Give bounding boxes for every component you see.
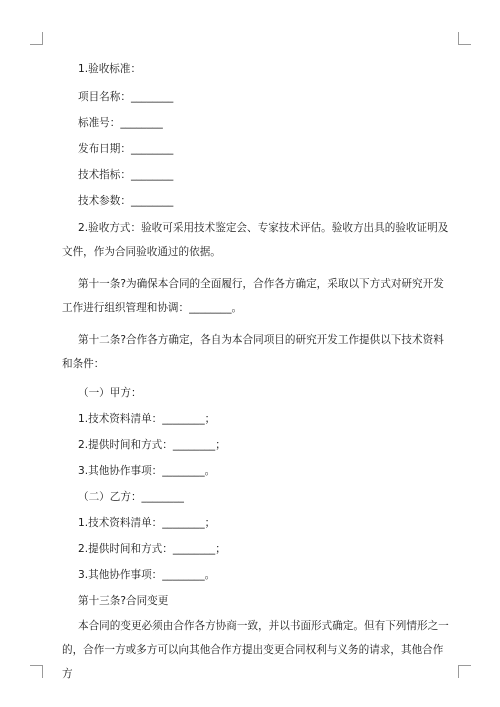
crop-mark-top-left xyxy=(30,32,43,45)
document-body xyxy=(62,62,450,686)
crop-mark-bottom-left xyxy=(30,665,43,678)
field-line: 2.提供时间和方式：________； xyxy=(78,439,226,451)
subsection-heading: （一）甲方： xyxy=(78,387,142,399)
field-line: 2.提供时间和方式：________； xyxy=(78,543,226,555)
field-line: 标准号：________ xyxy=(78,117,163,129)
paragraph: 本合同的变更必须由合作各方协商一致，并以书面形式确定。但有下列情形之一的，合作一方或多方可以向其他合作方提出变更合同权利与义务的请求，其他合作方 xyxy=(62,620,449,680)
field-line: 项目名称：________ xyxy=(78,91,174,103)
paragraph: 2.验收方式：验收可采用技术鉴定会、专家技术评估。验收方出具的验收证明及文件，作为合同验收通过的依据。 xyxy=(62,222,449,258)
paragraph: 第十二条?合作各方确定，各自为本合同项目的研究开发工作提供以下技术资料和条件： xyxy=(62,334,444,370)
field-line: 1.技术资料清单：________； xyxy=(78,413,216,425)
field-line: 技术参数：________ xyxy=(78,195,174,207)
crop-mark-bottom-right xyxy=(458,665,471,678)
field-line: 1.技术资料清单：________； xyxy=(78,517,216,529)
field-line: 发布日期：________ xyxy=(78,143,174,155)
paragraph: 第十一条?为确保本合同的全面履行，合作各方确定，采取以下方式对研究开发工作进行组织管理和协调：________。 xyxy=(62,278,444,314)
section-heading: 1.验收标准： xyxy=(78,63,142,75)
article-heading: 第十三条?合同变更 xyxy=(78,595,169,607)
subsection-heading: （二）乙方：________ xyxy=(78,491,184,503)
field-line: 3.其他协作事项：________。 xyxy=(78,465,216,477)
field-line: 3.其他协作事项：________。 xyxy=(78,569,216,581)
field-line: 技术指标：________ xyxy=(78,169,174,181)
crop-mark-top-right xyxy=(458,32,471,45)
